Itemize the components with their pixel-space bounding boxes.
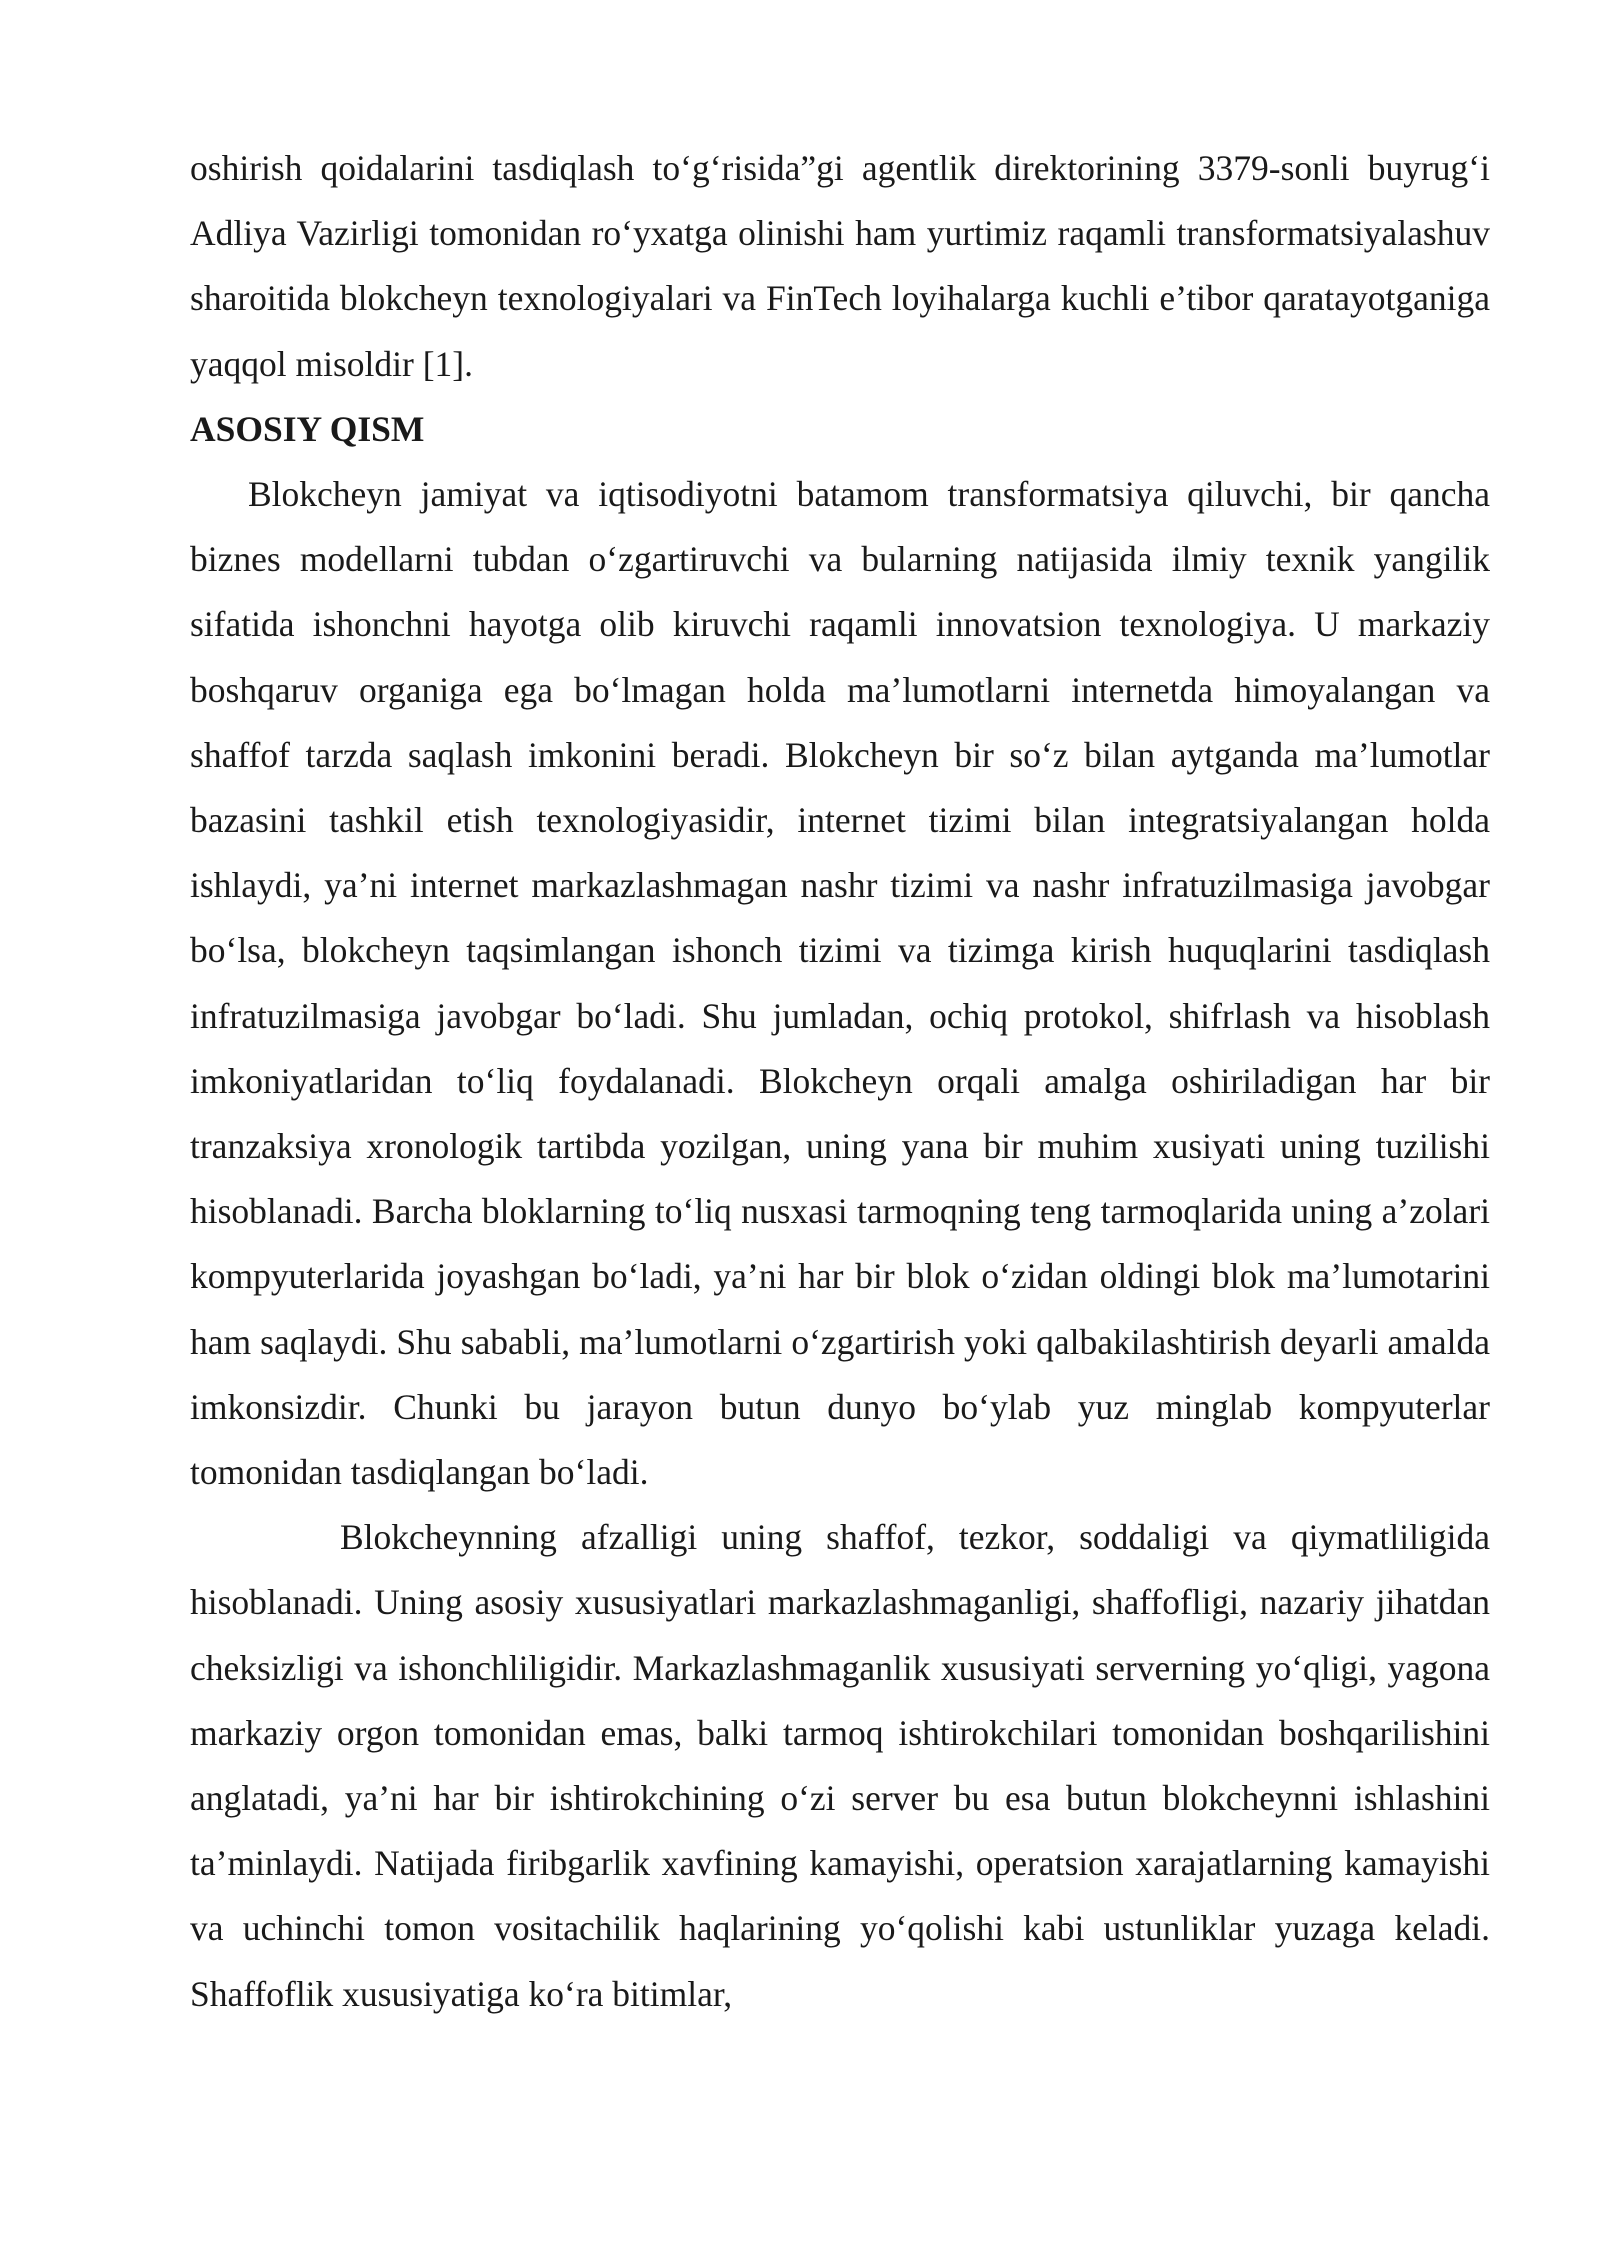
document-body bbox=[190, 136, 1490, 2027]
advantages-paragraph: Blokcheynning afzalligi uning shaffof, tezkor, soddaligi va qiymatliligida hisoblanadi. Uning asosiy xususiyatlari markazlashmaganligi, shaffofligi, nazariy jihatdan cheksizligi va ishonchliligidir. Markazlashmaganlik xususiyati serverning yo‘qligi, yagona markaziy orgon tomonidan emas, balki tarmoq ishtirokchilari tomonidan boshqarilishini anglatadi, ya’ni har bir ishtirokchining o‘zi server bu esa butun blokcheynni ishlashini ta’minlaydi. Natijada firibgarlik xavfining kamayishi, operatsion xarajatlarning kamayishi va uchinchi tomon vositachilik haqlarining yo‘qolishi kabi ustunliklar yuzaga keladi. Shaffoflik xususiyatiga ko‘ra bitimlar, bbox=[190, 1517, 1490, 2014]
main-paragraph: Blokcheyn jamiyat va iqtisodiyotni batamom transformatsiya qiluvchi, bir qancha biznes modellarni tubdan o‘zgartiruvchi va bularning natijasida ilmiy texnik yangilik sifatida ishonchni hayotga olib kiruvchi raqamli innovatsion texnologiya. U markaziy boshqaruv organiga ega bo‘lmagan holda ma’lumotlarni internetda himoyalangan va shaffof tarzda saqlash imkonini beradi. Blokcheyn bir so‘z bilan aytganda ma’lumotlar bazasini tashkil etish texnologiyasidir, internet tizimi bilan integratsiyalangan holda ishlaydi, ya’ni internet markazlashmagan nashr tizimi va nashr infratuzilmasiga javobgar bo‘lsa, blokcheyn taqsimlangan ishonch tizimi va tizimga kirish huquqlarini tasdiqlash infratuzilmasiga javobgar bo‘ladi. Shu jumladan, ochiq protokol, shifrlash va hisoblash imkoniyatlaridan to‘liq foydalanadi. Blokcheyn orqali amalga oshiriladigan har bir tranzaksiya xronologik tartibda yozilgan, uning yana bir muhim xusiyati uning tuzilishi hisoblanadi. Barcha bloklarning to‘liq nusxasi tarmoqning teng tarmoqlarida uning a’zolari kompyuterlarida joyashgan bo‘ladi, ya’ni har bir blok o‘zidan oldingi blok ma’lumotarini ham saqlaydi. Shu sababli, ma’lumotlarni o‘zgartirish yoki qalbakilashtirish deyarli amalda imkonsizdir. Chunki bu jarayon butun dunyo bo‘ylab yuz minglab kompyuterlar tomonidan tasdiqlangan bo‘ladi. bbox=[190, 474, 1490, 1493]
section-heading: ASOSIY QISM bbox=[190, 408, 425, 449]
intro-continuation-paragraph: oshirish qoidalarini tasdiqlash to‘g‘risida”gi agentlik direktorining 3379-sonli buyrug‘i Adliya Vazirligi tomonidan ro‘yxatga olinishi ham yurtimiz raqamli transformatsiyalashuv sharoitida blokcheyn texnologiyalari va FinTech loyihalarga kuchli e’tibor qaratayotganiga yaqqol misoldir [1]. bbox=[190, 148, 1490, 384]
